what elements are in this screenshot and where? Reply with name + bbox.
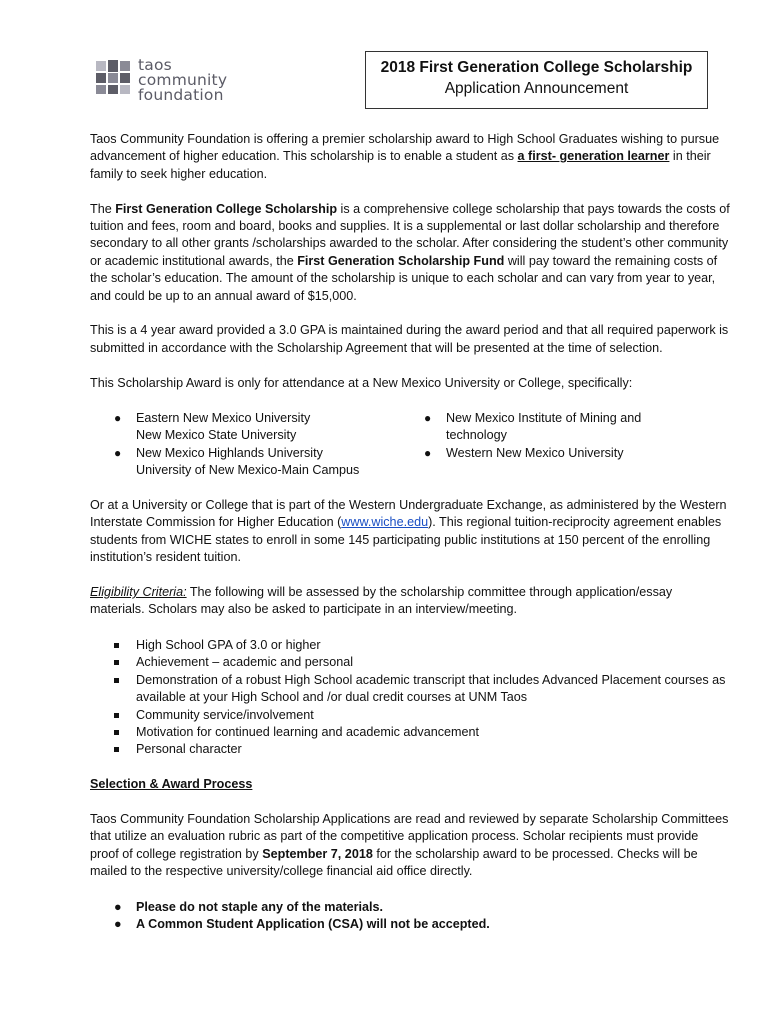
para2-text-3: will pay toward the remaining costs of the scholar’s education. The amount of the scholarship is unique to each scholar and can vary from year to year, and could be up to an annual award of $15,000.: [90, 253, 718, 303]
bullet-icon: ●: [114, 916, 122, 931]
wiche-link[interactable]: www.wiche.edu: [341, 515, 429, 530]
criteria-text: Personal character: [136, 742, 242, 757]
eligibility-text: The following will be assessed by the scholarship committee through application/essay materials. Scholars may also be asked to participate in an interview/meeting.: [90, 585, 673, 617]
eligibility-criteria-list: [90, 637, 730, 759]
selection-text-1: Taos Community Foundation Scholarship Applications are read and reviewed by separate Scholarship Committees that utilize an evaluation rubric as part of the competitive application process. Scholar recipients must provide proof of college registration by: [90, 811, 729, 861]
registration-deadline: September 7, 2018: [262, 846, 373, 861]
university-name: Eastern New Mexico University: [136, 411, 311, 426]
criteria-text: Motivation for continued learning and academic advancement: [136, 724, 480, 739]
bullet-icon: ●: [424, 445, 432, 460]
para2-text-2: is a comprehensive college scholarship that pays towards the costs of tuition and fees, room and board, books and supplies. It is a supplemental or last dollar scholarship and therefore secondary to all other grants /scholarships awarded to the scholar. After considering the student’s other community or academic institutional awards, the: [90, 201, 730, 268]
list-item: [136, 741, 730, 758]
document-subtitle: Application Announcement: [444, 80, 629, 97]
important-notes-list: [90, 899, 730, 934]
criteria-text: High School GPA of 3.0 or higher: [136, 637, 321, 652]
criteria-text: Achievement – academic and personal: [136, 655, 354, 670]
document-title: 2018 First Generation College Scholarship: [380, 59, 693, 76]
list-item: [114, 899, 730, 916]
university-name: New Mexico Highlands University: [136, 445, 323, 460]
wue-paragraph: [90, 497, 730, 567]
list-item: [136, 672, 730, 707]
bullet-icon: ●: [114, 899, 122, 914]
selection-text-2: for the scholarship award to be processed. Checks will be mailed to the respective university/college financial aid office directly.: [90, 846, 698, 879]
selection-paragraph: [90, 811, 730, 881]
logo-line-1: taos: [138, 56, 172, 74]
square-bullet-icon: [114, 643, 119, 648]
intro-paragraph: [90, 131, 730, 183]
logo-wordmark: [138, 58, 227, 103]
university-name: New Mexico Institute of Mining and: [446, 411, 642, 426]
list-item: [424, 445, 730, 462]
note-text: Please do not staple any of the materials.: [136, 899, 384, 914]
list-item: [114, 916, 730, 933]
bullet-icon: ●: [114, 445, 122, 460]
award-terms-paragraph: This is a 4 year award provided a 3.0 GPA is maintained during the award period and that all required paperwork is submitted in accordance with the Scholarship Agreement that will be presented at the time of selection.: [90, 323, 729, 355]
scholarship-description-paragraph: [90, 201, 730, 305]
title-box: [365, 51, 708, 109]
square-bullet-icon: [114, 660, 119, 665]
university-name: University of New Mexico-Main Campus: [136, 463, 360, 478]
attendance-paragraph: This Scholarship Award is only for attendance at a New Mexico University or College, specifically:: [90, 375, 633, 390]
list-item: [136, 637, 730, 654]
intro-text-2: in their family to seek higher education.: [90, 149, 711, 181]
logo-line-2: community: [138, 71, 228, 89]
list-item: [114, 410, 446, 445]
list-item: [114, 445, 446, 480]
university-list-left: [90, 410, 446, 480]
list-item: [424, 410, 730, 445]
university-list: [90, 410, 730, 480]
square-bullet-icon: [114, 730, 119, 735]
square-bullet-icon: [114, 678, 119, 683]
university-name: technology: [446, 428, 507, 443]
note-text: A Common Student Application (CSA) will not be accepted.: [136, 916, 490, 931]
wue-text-2: ). This regional tuition-reciprocity agreement enables students from WICHE states to enroll in some 145 participating public institutions at 150 percent of the enrolling institution’s resident tuition.: [90, 515, 722, 565]
document-body: [90, 131, 730, 933]
para2-bold-1: First Generation College Scholarship: [115, 201, 338, 216]
logo-line-3: foundation: [138, 86, 224, 104]
square-bullet-icon: [114, 747, 119, 752]
university-name: Western New Mexico University: [446, 445, 624, 460]
criteria-text: Community service/involvement: [136, 707, 314, 722]
eligibility-label: Eligibility Criteria:: [90, 585, 187, 600]
list-item: [136, 707, 730, 724]
bullet-icon: ●: [424, 411, 432, 426]
taos-community-foundation-logo: [96, 58, 256, 108]
bullet-icon: ●: [114, 411, 122, 426]
selection-heading: Selection & Award Process: [90, 777, 253, 792]
university-name: New Mexico State University: [136, 428, 297, 443]
intro-text-1: Taos Community Foundation is offering a premier scholarship award to High School Graduates wishing to pursue advancement of higher education. This scholarship is to enable a student as: [90, 132, 720, 164]
wue-text-1: Or at a University or College that is part of the Western Undergraduate Exchange, as administered by the Western Interstate Commission for Higher Education (: [90, 498, 727, 530]
list-item: [136, 724, 730, 741]
intro-emphasis: a first- generation learner: [517, 149, 670, 164]
eligibility-paragraph: [90, 584, 730, 619]
square-bullet-icon: [114, 713, 119, 718]
logo-squares-icon: [96, 60, 130, 94]
list-item: [136, 654, 730, 671]
para2-bold-2: First Generation Scholarship Fund: [297, 253, 505, 268]
para2-text-1: The: [90, 201, 116, 216]
university-list-right: [424, 410, 730, 480]
criteria-text: Demonstration of a robust High School academic transcript that includes Advanced Placement courses as available at your High School and /or dual credit courses at UNM Taos: [136, 672, 726, 705]
